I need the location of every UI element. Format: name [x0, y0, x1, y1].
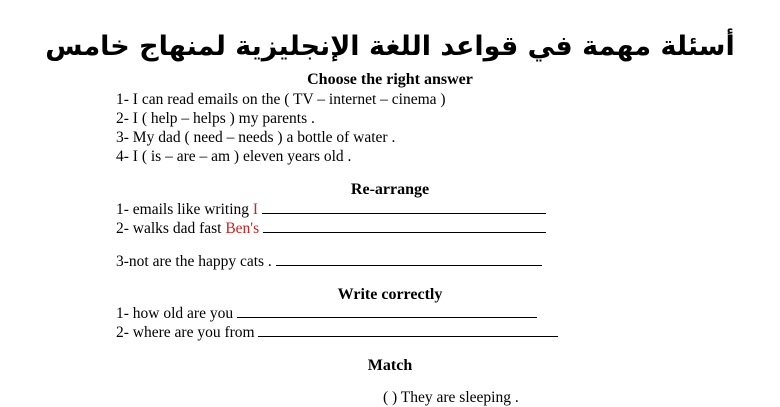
- answer-blank: [262, 201, 546, 214]
- answer-blank: [263, 220, 546, 233]
- section-heading-write: Write correctly: [337, 286, 443, 303]
- rearrange-words: 2- walks dad fast: [116, 220, 226, 237]
- rearrange-words: 3-not are the happy cats .: [116, 253, 272, 270]
- write-question-2: [116, 324, 558, 342]
- rearrange-question-3: [116, 253, 542, 271]
- answer-blank: [258, 324, 558, 337]
- choose-question-1: 1- I can read emails on the ( TV – internet – cinema ): [116, 91, 446, 108]
- write-question-text: 1- how old are you: [116, 305, 234, 322]
- rearrange-highlight-word: I: [252, 201, 259, 218]
- section-heading-choose: Choose the right answer: [307, 71, 473, 88]
- write-question-1: [116, 305, 537, 323]
- rearrange-question-1: [116, 201, 546, 219]
- match-item-1: ( ) They are sleeping .: [383, 389, 519, 406]
- section-heading-match: Match: [367, 357, 413, 374]
- section-heading-rearrange: Re-arrange: [350, 181, 430, 198]
- rearrange-words: 1- emails like writing: [116, 201, 253, 218]
- choose-question-3: 3- My dad ( need – needs ) a bottle of water .: [116, 129, 396, 146]
- choose-question-2: 2- I ( help – helps ) my parents .: [116, 110, 315, 127]
- choose-question-4: 4- I ( is – are – am ) eleven years old .: [116, 148, 352, 165]
- rearrange-question-2: [116, 220, 546, 238]
- answer-blank: [237, 305, 537, 318]
- answer-blank: [276, 253, 542, 266]
- page-title: أسئلة مهمة في قواعد اللغة الإنجليزية لمنهاج خامس: [45, 31, 735, 62]
- write-question-text: 2- where are you from: [116, 324, 255, 341]
- rearrange-highlight-word: Ben's: [225, 220, 260, 237]
